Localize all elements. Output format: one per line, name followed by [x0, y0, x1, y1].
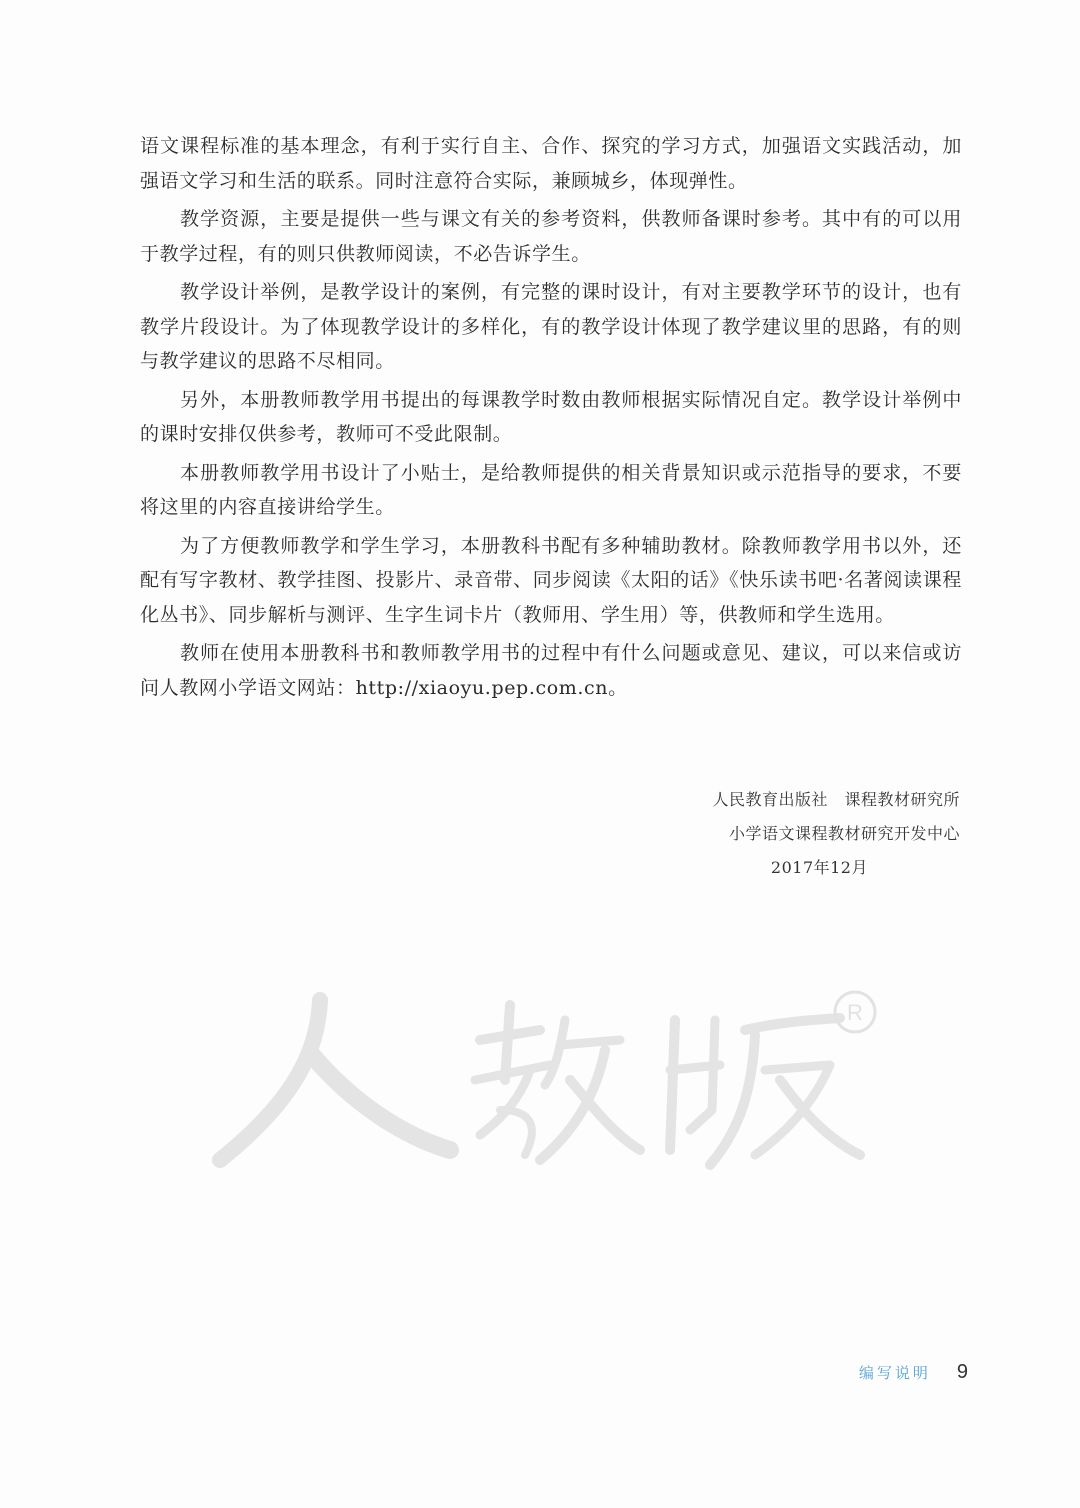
section-label: 编写说明 — [858, 1364, 931, 1382]
page-footer — [859, 1361, 968, 1384]
paragraph: 教学设计举例，是教学设计的案例，有完整的课时设计，有对主要教学环节的设计，也有教学片段设计。为了体现教学设计的多样化，有的教学设计体现了教学建议里的思路，有的则与教学建议的思路不尽相同。 — [140, 281, 962, 372]
paragraph: 教师在使用本册教科书和教师教学用书的过程中有什么问题或意见、建议，可以来信或访问人教网小学语文网站：http://xiaoyu.pep.com.cn。 — [140, 642, 962, 699]
publication-date: 2017年12月 — [770, 858, 868, 877]
paragraph: 教学资源，主要是提供一些与课文有关的参考资料，供教师备课时参考。其中有的可以用于教学过程，有的则只供教师阅读，不必告诉学生。 — [140, 208, 962, 265]
publisher-name: 人民教育出版社 课程教材研究所 — [712, 790, 960, 809]
paragraph: 为了方便教师教学和学生学习，本册教科书配有多种辅助教材。除教师教学用书以外，还配有写字教材、教学挂图、投影片、录音带、同步阅读《太阳的话》《快乐读书吧·名著阅读课程化丛书》、同步解析与测评、生字生词卡片（教师用、学生用）等，供教师和学生选用。 — [140, 534, 962, 626]
signature-block — [712, 783, 960, 885]
svg-text:R: R — [847, 1000, 863, 1025]
body-text — [140, 129, 962, 709]
publisher-watermark-logo — [200, 960, 900, 1190]
page-number: 9 — [956, 1361, 968, 1383]
research-center-name: 小学语文课程教材研究开发中心 — [728, 824, 960, 843]
paragraph: 语文课程标准的基本理念，有利于实行自主、合作、探究的学习方式，加强语文实践活动，加强语文学习和生活的联系。同时注意符合实际，兼顾城乡，体现弹性。 — [140, 135, 962, 192]
paragraph: 另外，本册教师教学用书提出的每课教学时数由教师根据实际情况自定。教学设计举例中的课时安排仅供参考，教师可不受此限制。 — [140, 388, 962, 445]
registered-mark-icon — [835, 992, 875, 1032]
paragraph: 本册教师教学用书设计了小贴士，是给教师提供的相关背景知识或示范指导的要求，不要将这里的内容直接讲给学生。 — [140, 461, 962, 518]
